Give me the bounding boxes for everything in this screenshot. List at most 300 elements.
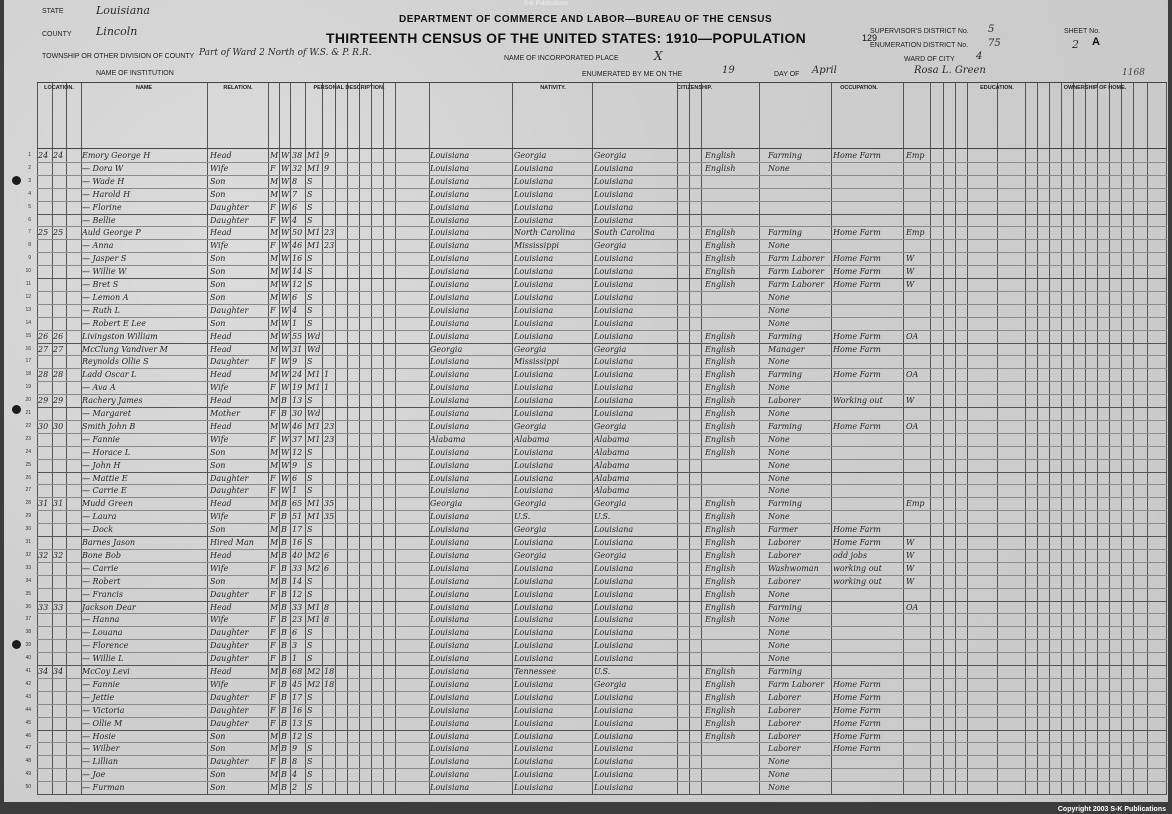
cell-ms: M2 — [307, 667, 321, 676]
cell-ms: S — [307, 757, 313, 767]
cell-rel: Daughter — [210, 757, 249, 767]
cell-race: W — [281, 292, 290, 302]
cell-fpob: Mississippi — [514, 357, 560, 367]
cell-rel: Son — [210, 280, 226, 289]
institution-label: NAME OF INSTITUTION — [96, 70, 174, 77]
table-row — [25, 705, 1167, 717]
column-header: NAME — [135, 85, 153, 91]
cell-fpob: Louisiana — [514, 215, 554, 225]
cell-pob: Louisiana — [430, 692, 470, 702]
cell-occ: Laborer — [768, 705, 801, 715]
cell-name: — Joe — [82, 770, 106, 780]
cell-race: B — [281, 615, 287, 625]
cell-mpob: Louisiana — [594, 770, 634, 780]
line-number: 30 — [25, 526, 31, 533]
cell-pob: Louisiana — [430, 589, 470, 599]
cell-occ: Farming — [768, 228, 803, 238]
cell-ms: S — [307, 447, 313, 457]
cell-lang: English — [705, 267, 736, 277]
cell-ms: S — [307, 770, 313, 780]
sheet-value: 2 — [1072, 38, 1079, 51]
cell-ms: M1 — [307, 241, 321, 251]
cell-rel: Daughter — [210, 718, 249, 728]
cell-lang: English — [705, 679, 736, 689]
cell-occ: None — [768, 305, 790, 315]
cell-emp: W — [906, 280, 915, 289]
sheet-side: A — [1092, 36, 1100, 48]
cell-rel: Son — [210, 254, 226, 264]
line-number: 28 — [25, 500, 31, 507]
line-number: 43 — [25, 693, 31, 700]
line-number: 10 — [25, 268, 31, 275]
cell-fpob: Louisiana — [514, 576, 554, 586]
cell-name: Emory George H — [82, 151, 151, 160]
cell-fpob: Georgia — [514, 344, 547, 354]
cell-emp: OA — [906, 602, 919, 612]
header-rule — [37, 148, 1167, 149]
table-row — [25, 718, 1167, 730]
cell-occ: None — [768, 460, 790, 470]
cell-name: — Ollie M — [82, 718, 123, 728]
cell-pob: Louisiana — [430, 641, 470, 651]
table-row — [25, 524, 1167, 536]
table-row — [25, 356, 1167, 368]
cell-rel: Wife — [210, 383, 229, 393]
cell-ms: M1 — [307, 421, 321, 431]
cell-race: W — [281, 460, 290, 470]
cell-ind: Home Farm — [833, 744, 881, 754]
cell-mpob: Louisiana — [594, 318, 634, 328]
cell-fpob: Louisiana — [514, 744, 554, 754]
cell-pob: Louisiana — [430, 357, 470, 367]
table-row — [25, 279, 1167, 291]
table-row — [25, 550, 1167, 562]
cell-lang: English — [705, 331, 736, 341]
cell-age: 17 — [292, 525, 303, 535]
cell-rel: Daughter — [210, 357, 249, 367]
cell-mpob: Louisiana — [594, 731, 634, 741]
cell-pob: Louisiana — [430, 370, 470, 380]
table-row — [28, 163, 1167, 175]
cell-fpob: Louisiana — [514, 292, 554, 302]
table-row — [25, 369, 1167, 381]
cell-ms: S — [307, 486, 313, 496]
cell-mpob: Georgia — [594, 151, 627, 160]
table-row — [25, 640, 1167, 652]
cell-sex: M — [270, 228, 279, 238]
cell-ind: Home Farm — [833, 692, 881, 702]
cell-mpob: Georgia — [594, 344, 627, 354]
cell-name: — Harold H — [82, 189, 131, 199]
cell-race: W — [281, 215, 290, 225]
cell-ind: Home Farm — [833, 228, 881, 238]
cell-rel: Son — [210, 176, 226, 186]
cell-pob: Louisiana — [430, 757, 470, 767]
cell-age: 46 — [292, 241, 303, 251]
cell-pob: Louisiana — [430, 396, 470, 406]
line-number: 11 — [25, 281, 31, 287]
cell-rel: Head — [210, 344, 232, 354]
cell-fpob: Louisiana — [514, 447, 554, 457]
cell-pob: Louisiana — [430, 615, 470, 625]
cell-race: W — [281, 383, 290, 393]
cell-pob: Louisiana — [430, 654, 470, 664]
cell-sex: F — [270, 563, 276, 573]
cell-name: — Jasper S — [82, 254, 127, 264]
line-number: 47 — [25, 745, 31, 752]
cell-race: B — [281, 692, 287, 702]
cell-name: Ladd Oscar L — [82, 370, 137, 380]
cell-age: 9 — [292, 744, 298, 754]
cell-sex: F — [270, 473, 276, 483]
cell-fpob: Georgia — [514, 421, 547, 431]
table-row — [25, 408, 1167, 420]
cell-rel: Daughter — [210, 215, 249, 225]
table-row — [25, 395, 1167, 407]
cell-rel: Wife — [210, 615, 229, 625]
publisher-banner: S-K Publications — [524, 1, 569, 7]
cell-race: B — [281, 667, 287, 676]
table-row — [28, 240, 1167, 252]
cell-ms: M1 — [307, 383, 321, 393]
cell-emp: W — [906, 254, 915, 264]
page-title: THIRTEENTH CENSUS OF THE UNITED STATES: 1910—POPULATION — [326, 30, 807, 46]
binder-hole-icon — [12, 640, 21, 649]
cell-occ: Manager — [768, 344, 805, 354]
cell-yrs: 23 — [324, 434, 335, 444]
cell-sex: F — [270, 512, 276, 522]
cell-lang: English — [705, 499, 736, 509]
line-number: 29 — [25, 513, 31, 520]
cell-ms: S — [307, 589, 313, 599]
line-number: 38 — [25, 629, 31, 636]
cell-sex: F — [270, 615, 276, 625]
cell-race: B — [281, 641, 287, 651]
row-rule — [37, 794, 1167, 795]
line-number: 41 — [25, 668, 31, 674]
cell-ind: Home Farm — [833, 421, 881, 431]
table-row — [25, 344, 1167, 356]
cell-ms: M1 — [307, 434, 321, 444]
cell-age: 4 — [292, 215, 298, 225]
cell-rel: Head — [210, 151, 232, 160]
cell-race: W — [281, 318, 290, 328]
cell-occ: None — [768, 241, 790, 251]
cell-ind: Home Farm — [833, 331, 881, 341]
cell-yrs: 8 — [324, 602, 330, 612]
cell-sex: F — [270, 202, 276, 212]
cell-rel: Son — [210, 292, 226, 302]
cell-fpob: Louisiana — [514, 331, 554, 341]
census-sheet — [4, 0, 1168, 802]
cell-race: B — [281, 757, 287, 767]
line-number: 6 — [28, 216, 31, 223]
line-number: 25 — [25, 461, 31, 468]
cell-name: — Ava A — [82, 383, 116, 393]
cell-pob: Louisiana — [430, 163, 470, 173]
cell-ind: Home Farm — [833, 718, 881, 728]
cell-mpob: Alabama — [594, 460, 630, 470]
cell-race: B — [281, 525, 287, 535]
cell-lang: English — [705, 163, 736, 173]
department-heading: DEPARTMENT OF COMMERCE AND LABOR—BUREAU OF THE CENSUS — [399, 14, 773, 25]
cell-ms: S — [307, 318, 313, 328]
column-header: OCCUPATION. — [840, 85, 878, 91]
cell-lang: English — [705, 151, 736, 160]
cell-pob: Louisiana — [430, 576, 470, 586]
cell-sex: F — [270, 654, 276, 664]
cell-sex: F — [270, 757, 276, 767]
cell-occ: None — [768, 357, 790, 367]
cell-race: B — [281, 718, 287, 728]
cell-mpob: Louisiana — [594, 357, 634, 367]
cell-fpob: Louisiana — [514, 615, 554, 625]
cell-fpob: Georgia — [514, 525, 547, 535]
line-number: 50 — [25, 784, 31, 791]
cell-mpob: Louisiana — [594, 615, 634, 625]
day-of-label: DAY OF — [774, 71, 800, 78]
cell-sex: M — [270, 421, 279, 431]
table-row — [28, 202, 1167, 214]
cell-mpob: South Carolina — [594, 228, 655, 238]
line-number: 12 — [25, 293, 31, 300]
cell-mpob: Louisiana — [594, 383, 634, 393]
cell-sex: M — [270, 370, 279, 380]
cell-sex: F — [270, 434, 276, 444]
cell-age: 55 — [292, 331, 303, 341]
cell-sex: M — [270, 499, 279, 509]
cell-sex: F — [270, 589, 276, 599]
cell-rel: Son — [210, 576, 226, 586]
cell-rel: Wife — [210, 512, 229, 522]
cell-age: 46 — [292, 421, 303, 431]
line-number: 19 — [25, 384, 31, 391]
cell-ms: M1 — [307, 228, 321, 238]
cell-name: — Anna — [82, 241, 114, 251]
ward-value: 4 — [976, 51, 983, 62]
cell-emp: W — [906, 538, 915, 547]
cell-emp: Emp — [906, 151, 925, 160]
table-row — [28, 227, 1167, 239]
table-row — [25, 679, 1167, 691]
line-number: 39 — [25, 642, 31, 649]
cell-name: — Lemon A — [82, 292, 129, 302]
cell-race: W — [281, 486, 290, 496]
cell-occ: Laborer — [768, 731, 801, 741]
cell-pob: Louisiana — [430, 202, 470, 212]
cell-age: 30 — [292, 409, 303, 418]
table-row — [25, 563, 1167, 575]
line-number: 8 — [28, 242, 31, 249]
cell-occ: None — [768, 757, 790, 767]
cell-rel: Daughter — [210, 486, 249, 496]
cell-fpob: Georgia — [514, 499, 547, 509]
cell-age: 6 — [292, 202, 298, 212]
cell-race: B — [281, 499, 287, 509]
cell-occ: Laborer — [768, 718, 801, 728]
cell-fpob: Louisiana — [514, 628, 554, 638]
cell-lang: English — [705, 602, 736, 612]
cell-fpob: Louisiana — [514, 318, 554, 328]
cell-age: 2 — [292, 783, 298, 793]
cell-ms: M1 — [307, 151, 321, 160]
cell-sex: M — [270, 189, 279, 199]
cell-occ: None — [768, 383, 790, 393]
line-number: 16 — [25, 345, 31, 352]
cell-fam: 25 — [53, 228, 64, 238]
cell-occ: None — [768, 615, 790, 625]
cell-occ: None — [768, 654, 790, 664]
line-number: 49 — [25, 771, 31, 778]
cell-mpob: Louisiana — [594, 705, 634, 715]
cell-emp: W — [906, 550, 915, 560]
line-number: 35 — [25, 590, 31, 597]
cell-fpob: Louisiana — [514, 705, 554, 715]
cell-fpob: Louisiana — [514, 460, 554, 470]
cell-race: B — [281, 731, 287, 741]
table-row — [25, 769, 1167, 781]
cell-lang: English — [705, 421, 736, 431]
cell-sex: M — [270, 576, 279, 586]
cell-fam: 30 — [53, 421, 64, 431]
cell-lang: English — [705, 692, 736, 702]
cell-occ: Laborer — [768, 576, 801, 586]
line-number: 13 — [25, 306, 31, 313]
cell-race: W — [281, 331, 290, 341]
cell-name: — Margaret — [82, 409, 131, 418]
cell-ind: Home Farm — [833, 280, 881, 289]
cell-occ: Farming — [768, 602, 803, 612]
cell-age: 6 — [292, 292, 298, 302]
township-value: Part of Ward 2 North of W.S. & P. R.R. — [199, 48, 372, 58]
cell-rel: Daughter — [210, 692, 249, 702]
cell-rel: Head — [210, 667, 232, 676]
cell-race: B — [281, 602, 287, 612]
line-number: 27 — [25, 487, 31, 494]
cell-fpob: Louisiana — [514, 202, 554, 212]
cell-age: 37 — [292, 434, 303, 444]
cell-rel: Wife — [210, 434, 229, 444]
cell-age: 9 — [292, 357, 298, 367]
cell-name: — Fannie — [82, 434, 120, 444]
cell-fam: 31 — [53, 499, 64, 509]
cell-name: — Wade H — [82, 176, 125, 186]
cell-sex: F — [270, 357, 276, 367]
cell-ms: S — [307, 783, 313, 793]
cell-ms: S — [307, 641, 313, 651]
cell-yrs: 9 — [324, 151, 330, 160]
cell-race: W — [281, 176, 290, 186]
township-label: TOWNSHIP OR OTHER DIVISION OF COUNTY — [42, 53, 195, 60]
table-row — [25, 318, 1167, 330]
cell-age: 14 — [292, 576, 303, 586]
cell-fpob: Louisiana — [514, 486, 554, 496]
cell-age: 17 — [292, 692, 303, 702]
cell-name: — Bellie — [82, 215, 116, 225]
cell-occ: Farming — [768, 370, 803, 380]
cell-emp: W — [906, 267, 915, 277]
line-number: 2 — [28, 164, 31, 171]
cell-age: 3 — [292, 641, 298, 651]
cell-ms: S — [307, 202, 313, 212]
sheet-number: 129 — [862, 33, 878, 43]
cell-age: 33 — [292, 563, 303, 573]
cell-pob: Louisiana — [430, 267, 470, 277]
cell-sex: M — [270, 396, 279, 406]
table-row — [28, 189, 1167, 201]
cell-emp: Emp — [906, 499, 925, 509]
cell-age: 12 — [292, 731, 303, 741]
table-row — [25, 743, 1167, 755]
cell-age: 12 — [292, 447, 303, 457]
cell-sex: M — [270, 292, 279, 302]
cell-name: — Dora W — [82, 163, 124, 173]
cell-pob: Louisiana — [430, 770, 470, 780]
cell-dw: 32 — [38, 550, 49, 560]
cell-occ: None — [768, 318, 790, 328]
table-row — [28, 176, 1167, 188]
cell-ms: Wd — [307, 409, 321, 418]
cell-fpob: Louisiana — [514, 189, 554, 199]
cell-mpob: Georgia — [594, 421, 627, 431]
cell-fpob: Louisiana — [514, 396, 554, 406]
cell-pob: Louisiana — [430, 473, 470, 483]
enumerated-day: 19 — [722, 65, 735, 76]
cell-pob: Louisiana — [430, 151, 470, 160]
cell-race: B — [281, 396, 287, 406]
cell-age: 23 — [292, 615, 303, 625]
table-row — [28, 253, 1167, 265]
cell-rel: Head — [210, 331, 232, 341]
cell-occ: Farm Laborer — [768, 267, 825, 277]
cell-name: — Fannie — [82, 679, 120, 689]
line-number: 34 — [25, 577, 31, 584]
cell-ms: S — [307, 705, 313, 715]
cell-mpob: Georgia — [594, 499, 627, 509]
cell-rel: Son — [210, 447, 226, 457]
cell-yrs: 35 — [324, 512, 335, 522]
cell-rel: Head — [210, 499, 232, 509]
cell-yrs: 23 — [324, 241, 335, 251]
cell-occ: None — [768, 409, 790, 418]
cell-lang: English — [705, 576, 736, 586]
cell-ms: S — [307, 744, 313, 754]
table-row — [25, 627, 1167, 639]
cell-pob: Louisiana — [430, 602, 470, 612]
cell-dw: 24 — [38, 151, 49, 160]
cell-pob: Louisiana — [430, 254, 470, 264]
cell-ms: S — [307, 628, 313, 638]
cell-emp: W — [906, 563, 915, 573]
cell-age: 51 — [292, 512, 303, 522]
cell-occ: Laborer — [768, 550, 801, 560]
cell-sex: F — [270, 486, 276, 496]
cell-fpob: Georgia — [514, 151, 547, 160]
cell-race: W — [281, 163, 290, 173]
cell-race: W — [281, 421, 290, 431]
cell-rel: Daughter — [210, 202, 249, 212]
cell-mpob: Louisiana — [594, 692, 634, 702]
cell-pob: Louisiana — [430, 305, 470, 315]
line-number: 23 — [25, 435, 31, 442]
cell-ind: Working out — [833, 396, 883, 406]
cell-rel: Son — [210, 744, 226, 754]
cell-race: W — [281, 202, 290, 212]
cell-lang: English — [705, 383, 736, 393]
line-number: 32 — [25, 551, 31, 558]
cell-rel: Daughter — [210, 589, 249, 599]
column-header: NATIVITY. — [540, 85, 566, 91]
